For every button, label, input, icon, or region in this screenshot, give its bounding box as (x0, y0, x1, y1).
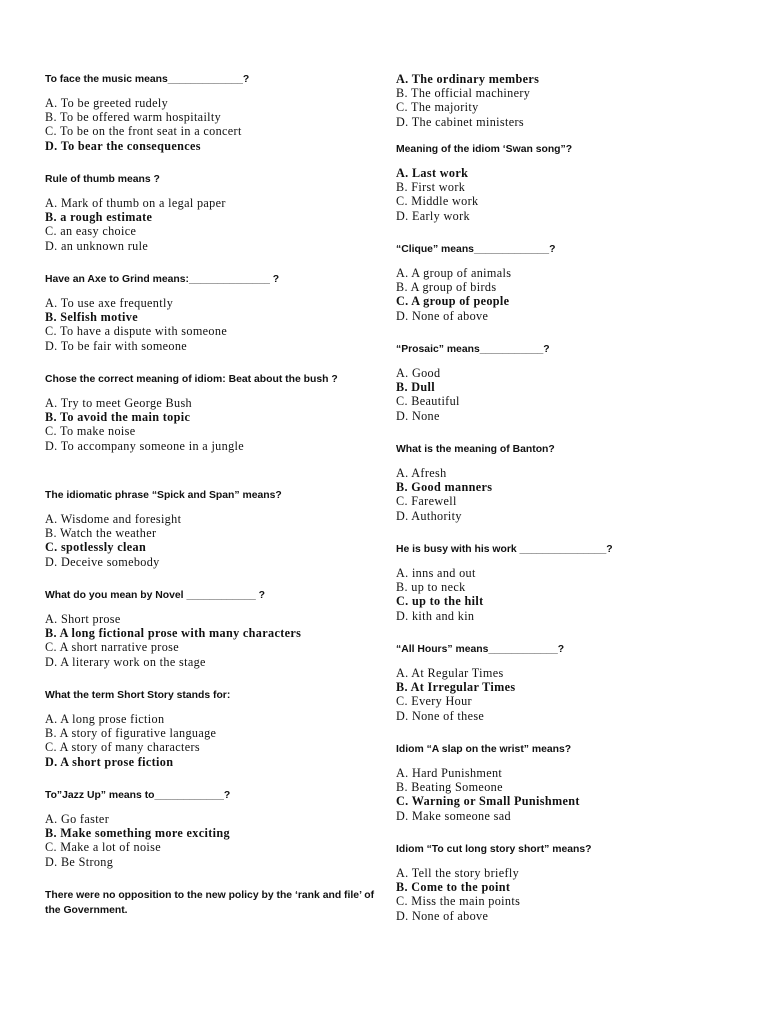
options-list (396, 866, 726, 923)
options-list (45, 612, 380, 669)
option: B. Beating Someone (396, 780, 503, 795)
options-list (45, 712, 380, 769)
option: D. Make someone sad (396, 808, 511, 823)
options-list (396, 266, 726, 323)
correct-option: C. Warning or Small Punishment (396, 794, 580, 809)
options-list (396, 166, 726, 223)
option: A. A long prose fiction (45, 712, 165, 726)
correct-option: D. To bear the consequences (45, 138, 201, 153)
option: A. Try to meet George Bush (45, 396, 192, 410)
option: C. Miss the main points (396, 894, 521, 909)
options-list (45, 812, 380, 869)
option: B. Watch the weather (45, 526, 157, 541)
option: C. To make noise (45, 424, 136, 439)
option: C. To have a dispute with someone (45, 324, 228, 339)
question-block (396, 72, 726, 129)
option: D. kith and kin (396, 608, 475, 623)
question-block (45, 588, 380, 669)
correct-option: B. Come to the point (396, 880, 511, 895)
options-list (396, 666, 726, 723)
question-block (396, 142, 726, 223)
correct-option: B. Dull (396, 380, 436, 395)
options-list (45, 196, 380, 253)
question-text: Rule of thumb means ? (45, 174, 160, 185)
correct-option: C. spotlessly clean (45, 540, 147, 555)
question-block (45, 788, 380, 869)
correct-option: B. Selfish motive (45, 310, 138, 325)
option: C. Farewell (396, 494, 457, 509)
options-list (396, 466, 726, 523)
option: C. Middle work (396, 194, 479, 209)
options-list (45, 512, 380, 569)
question-block (45, 488, 380, 569)
option: B. up to neck (396, 580, 466, 595)
option: A. To be greeted rudely (45, 96, 169, 110)
question-block (45, 172, 380, 253)
question-text: To”Jazz Up” means to____________? (45, 790, 231, 801)
option: A. Go faster (45, 812, 110, 826)
correct-option: B. a rough estimate (45, 210, 153, 225)
question-block (396, 642, 726, 723)
question-text: Idiom “To cut long story short” means? (396, 844, 592, 855)
options-list (396, 566, 726, 623)
option: C. The majority (396, 100, 479, 115)
question-text: What do you mean by Novel ____________ ? (45, 590, 266, 601)
option: B. A group of birds (396, 280, 497, 295)
option: D. None of above (396, 308, 489, 323)
correct-option: B. Good manners (396, 480, 493, 495)
option: D. To be fair with someone (45, 338, 188, 353)
option: D. Be Strong (45, 854, 114, 869)
options-list (396, 366, 726, 423)
question-text: The idiomatic phrase “Spick and Span” means? (45, 490, 282, 501)
options-list (396, 72, 726, 129)
question-text: What the term Short Story stands for: (45, 690, 231, 701)
correct-option: A. The ordinary members (396, 72, 540, 86)
option: C. Make a lot of noise (45, 840, 162, 855)
option: A. Hard Punishment (396, 766, 503, 780)
option: A. Short prose (45, 612, 121, 626)
question-text: What is the meaning of Banton? (396, 444, 555, 455)
correct-option: C. A group of people (396, 294, 510, 309)
question-block (396, 442, 726, 523)
options-list (45, 296, 380, 353)
option: C. an easy choice (45, 224, 137, 239)
question-text: “Prosaic” means___________? (396, 344, 550, 355)
option: D. Deceive somebody (45, 554, 160, 569)
option: C. To be on the front seat in a concert (45, 124, 242, 139)
question-text: “Clique” means_____________? (396, 244, 556, 255)
option: D. To accompany someone in a jungle (45, 438, 245, 453)
option: C. Beautiful (396, 394, 460, 409)
option: A. inns and out (396, 566, 476, 580)
option: C. A story of many characters (45, 740, 201, 755)
correct-option: B. A long fictional prose with many characters (45, 626, 302, 641)
options-list (396, 766, 726, 823)
option: A. Mark of thumb on a legal paper (45, 196, 226, 210)
option: B. The official machinery (396, 86, 531, 101)
question-block (45, 372, 380, 453)
question-block (396, 842, 726, 923)
option: A. To use axe frequently (45, 296, 174, 310)
options-list (45, 96, 380, 153)
question-text: Have an Axe to Grind means:______________ ? (45, 274, 280, 285)
option: D. an unknown rule (45, 238, 149, 253)
option: A. Wisdome and foresight (45, 512, 182, 526)
option: D. None of above (396, 908, 489, 923)
question-block (396, 542, 726, 623)
option: B. To be offered warm hospitailty (45, 110, 222, 125)
option: A. A group of animals (396, 266, 512, 280)
option: D. Authority (396, 508, 462, 523)
option: B. First work (396, 180, 466, 195)
question-block (396, 242, 726, 323)
question-block (45, 72, 380, 153)
option: D. None of these (396, 708, 485, 723)
question-block (45, 888, 380, 927)
question-block (396, 342, 726, 423)
question-text: He is busy with his work _______________? (396, 544, 613, 555)
option: A. Tell the story briefly (396, 866, 520, 880)
options-list (45, 396, 380, 453)
option: A. At Regular Times (396, 666, 504, 680)
option: C. Every Hour (396, 694, 472, 709)
option: C. A short narrative prose (45, 640, 179, 655)
correct-option: B. To avoid the main topic (45, 410, 191, 425)
question-text: Idiom “A slap on the wrist” means? (396, 744, 572, 755)
option: D. None (396, 408, 440, 423)
correct-option: A. Last work (396, 166, 469, 180)
option: D. A literary work on the stage (45, 654, 206, 669)
question-text: Meaning of the idiom ‘Swan song”? (396, 144, 573, 155)
correct-option: B. Make something more exciting (45, 826, 230, 841)
option: D. The cabinet ministers (396, 114, 524, 129)
question-block (396, 742, 726, 823)
correct-option: B. At Irregular Times (396, 680, 516, 695)
correct-option: D. A short prose fiction (45, 754, 174, 769)
correct-option: C. up to the hilt (396, 594, 484, 609)
question-block (45, 272, 380, 353)
question-block (45, 688, 380, 769)
question-text: There were no opposition to the new policy by the ‘rank and file’ of the Government. (45, 890, 375, 916)
option: A. Afresh (396, 466, 447, 480)
question-text: “All Hours” means____________? (396, 644, 565, 655)
option: A. Good (396, 366, 441, 380)
question-text: Chose the correct meaning of idiom: Beat about the bush ? (45, 374, 338, 385)
option: D. Early work (396, 208, 470, 223)
question-text: To face the music means_____________? (45, 74, 250, 85)
option: B. A story of figurative language (45, 726, 217, 741)
